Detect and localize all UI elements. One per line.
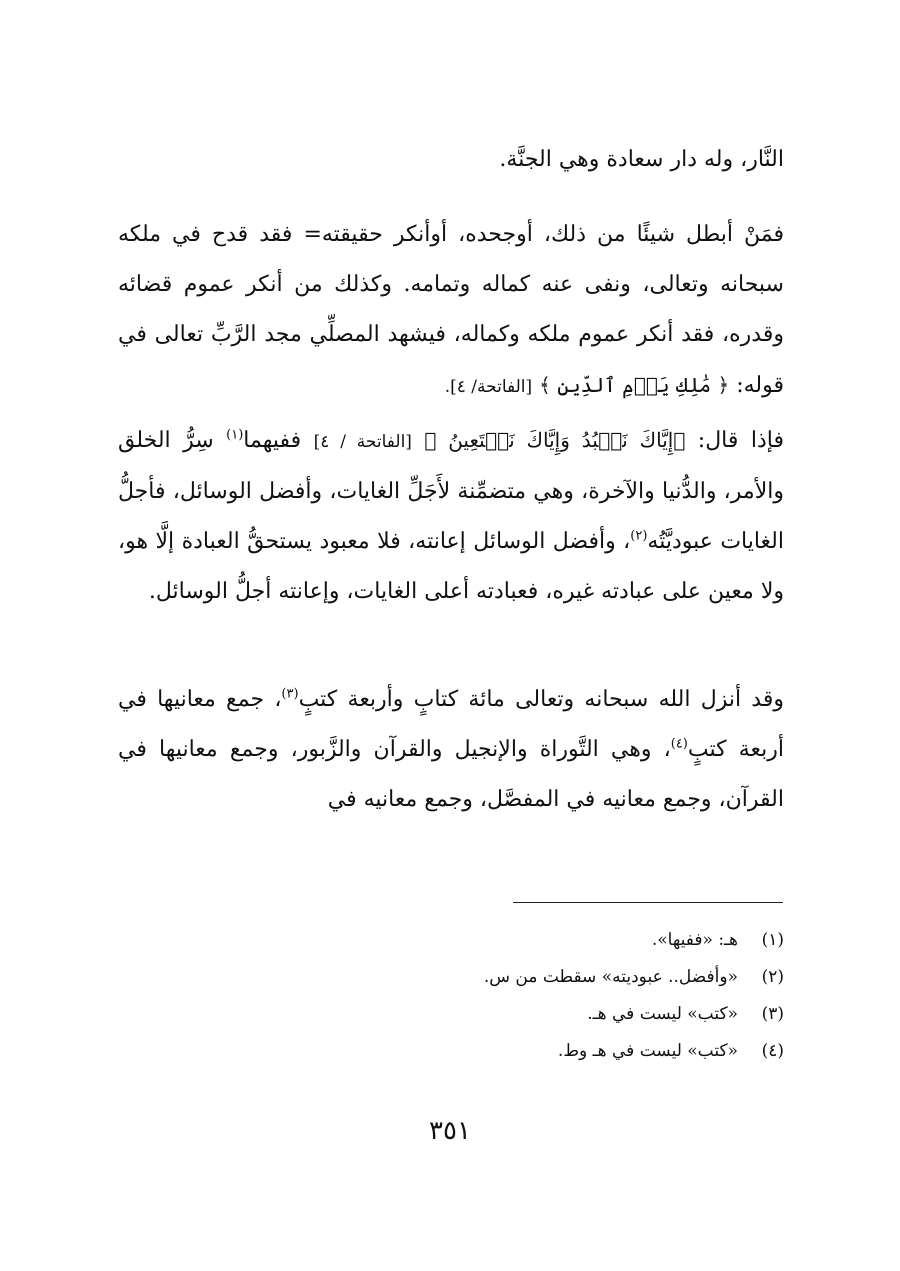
footnote-text: «كتب» ليست في هـ وط. [557,1041,738,1061]
paragraph-1 [118,135,784,185]
verse-reference: [الفاتحة / ٤] [313,432,412,452]
footnotes-list [118,922,784,1070]
footnote-number: (١) [761,930,784,950]
quran-verse: ﴿إِيَّاكَ نَعۡبُدُ وَإِيَّاكَ نَسۡتَعِينُ ﴾ [424,428,686,452]
paragraph-3-text-end: ، وأفضل الوسائل إعانته، فلا معبود يستحقُّ العبادة إلَّا هو، ولا معين على عبادته غيره، فعبادته أعلى الغايات، وإعانته أجلُّ الوسائل. [118,529,784,604]
footnote-number: (٤) [761,1041,784,1061]
footnote-text: هـ: «ففيها». [651,930,738,950]
paragraph-3 [118,415,784,617]
footnote-item [118,996,784,1033]
footnote-marker-1[interactable]: (١) [226,427,244,443]
footnote-number: (٢) [761,967,784,987]
paragraph-3-text: سِرُّ الخلق والأمر، والدُّنيا والآخرة، وهي متضمِّنة لأَجَلِّ الغايات، وأفضل الوسائل، فأجلُّ الغايات عبوديَّتُه [118,428,784,554]
paragraph-1-text: النَّار، وله دار سعادة وهي الجنَّة. [499,147,784,172]
footnote-marker-4[interactable]: (٤) [670,736,688,752]
paragraph-2-text: فمَنْ أبطل شيئًا من ذلك، أوجحده، أوأنكر حقيقته= فقد قدح في ملكه سبحانه وتعالى، ونفى عنه كماله وتمامه. وكذلك من أنكر عموم قضائه وقدره، فقد أنكر عموم ملكه وكماله، فيشهد المصلِّي مجد الرَّبِّ تعالى في قوله: [118,222,784,398]
paragraph-2 [118,210,784,412]
footnote-marker-2[interactable]: (٢) [630,528,648,544]
paragraph-4-text-end: ، وهي التَّوراة والإنجيل والقرآن والزَّبور، وجمع معانيها في القرآن، وجمع معانيه في المفصَّل، وجمع معانيه في [118,737,784,812]
footnote-divider [513,902,783,903]
footnote-item [118,959,784,996]
footnote-number: (٣) [761,1004,784,1024]
footnote-item [118,922,784,959]
paragraph-4-text-middle: ، جمع معانيها في أربعة كتبٍ [118,687,784,762]
footnote-item [118,1033,784,1070]
quran-verse: ﴿ مَٰلِكِ يَوۡمِ ٱلدِّينِ ﴾ [539,373,730,397]
paragraph-4-text: وقد أنزل الله سبحانه وتعالى مائة كتابٍ وأربعة كتبٍ [298,687,784,712]
page-number: ٣٥١ [429,1116,471,1146]
footnote-text: «كتب» ليست في هـ. [587,1004,738,1024]
footnote-text: «وأفضل.. عبوديته» سقطت من س. [483,967,738,987]
paragraph-3-opening: فإذا قال: [697,428,784,453]
paragraph-3-word: ففيهما [243,428,302,453]
paragraph-4 [118,675,784,825]
verse-reference: [الفاتحة/ ٤]. [444,377,533,397]
footnote-marker-3[interactable]: (٣) [281,686,299,702]
